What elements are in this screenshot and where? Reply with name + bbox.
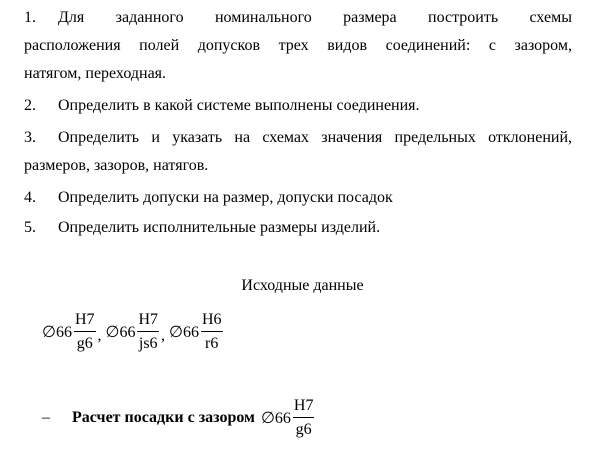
task-4: [24, 184, 393, 212]
task-3-line-2: размеров, зазоров, натягов.: [24, 157, 209, 174]
fit-1-shaft: g6: [76, 335, 93, 352]
task-1-text-line-1: Для заданного номинального размера построить схемы: [58, 9, 572, 26]
calculation-dash: –: [42, 409, 50, 426]
calculation-title: Расчет посадки с зазором: [72, 409, 255, 426]
fit-2-fraction: [137, 311, 159, 353]
fit-2: [106, 311, 170, 353]
fit-2-size: ∅66: [105, 324, 136, 341]
initial-data-heading: Исходные данные: [241, 277, 364, 294]
task-4-text: Определить допуски на размер, допуски посадок: [58, 189, 393, 206]
fit-2-shaft: js6: [138, 335, 158, 352]
task-5-text: Определить исполнительные размеры изделий.: [58, 219, 381, 236]
calculation-fit-fraction: [293, 397, 315, 439]
calculation-row: [42, 392, 314, 444]
fit-1-hole: H7: [74, 311, 96, 332]
fit-3: [169, 311, 223, 353]
fit-3-shaft: r6: [205, 335, 219, 352]
fit-1-separator: ,: [97, 327, 102, 344]
task-2-text: Определить в какой системе выполнены соединения.: [58, 97, 420, 114]
fit-3-hole: H6: [201, 311, 223, 332]
task-5: [24, 214, 380, 242]
task-5-number: 5.: [24, 219, 36, 236]
task-2-number: 2.: [24, 97, 36, 114]
task-2: [24, 92, 420, 120]
fits-formula-row: [42, 306, 223, 358]
fit-2-separator: ,: [161, 327, 165, 344]
task-3-line-1: [24, 124, 572, 152]
task-4-number: 4.: [24, 189, 36, 206]
calculation-fit-shaft: g6: [295, 421, 312, 438]
calculation-fit: [261, 397, 315, 439]
task-1-line-1: [24, 4, 572, 32]
task-3-text-line-1: Определить и указать на схемах значения предельных отклонений,: [58, 129, 572, 146]
fit-3-fraction: [201, 311, 223, 353]
fit-1-fraction: [74, 311, 96, 353]
task-1-line-3: натягом, переходная.: [24, 65, 167, 82]
fit-1-size: ∅66: [42, 324, 72, 341]
fit-1: [42, 311, 106, 353]
fit-2-hole: H7: [137, 311, 159, 332]
task-1-line-2: расположения полей допусков трех видов соединений: с зазором,: [24, 37, 572, 54]
calculation-fit-size: ∅66: [260, 410, 291, 427]
task-1-number: 1.: [24, 9, 36, 26]
calculation-fit-hole: H7: [293, 397, 315, 418]
task-3-number: 3.: [24, 129, 36, 146]
fit-3-size: ∅66: [169, 324, 199, 341]
